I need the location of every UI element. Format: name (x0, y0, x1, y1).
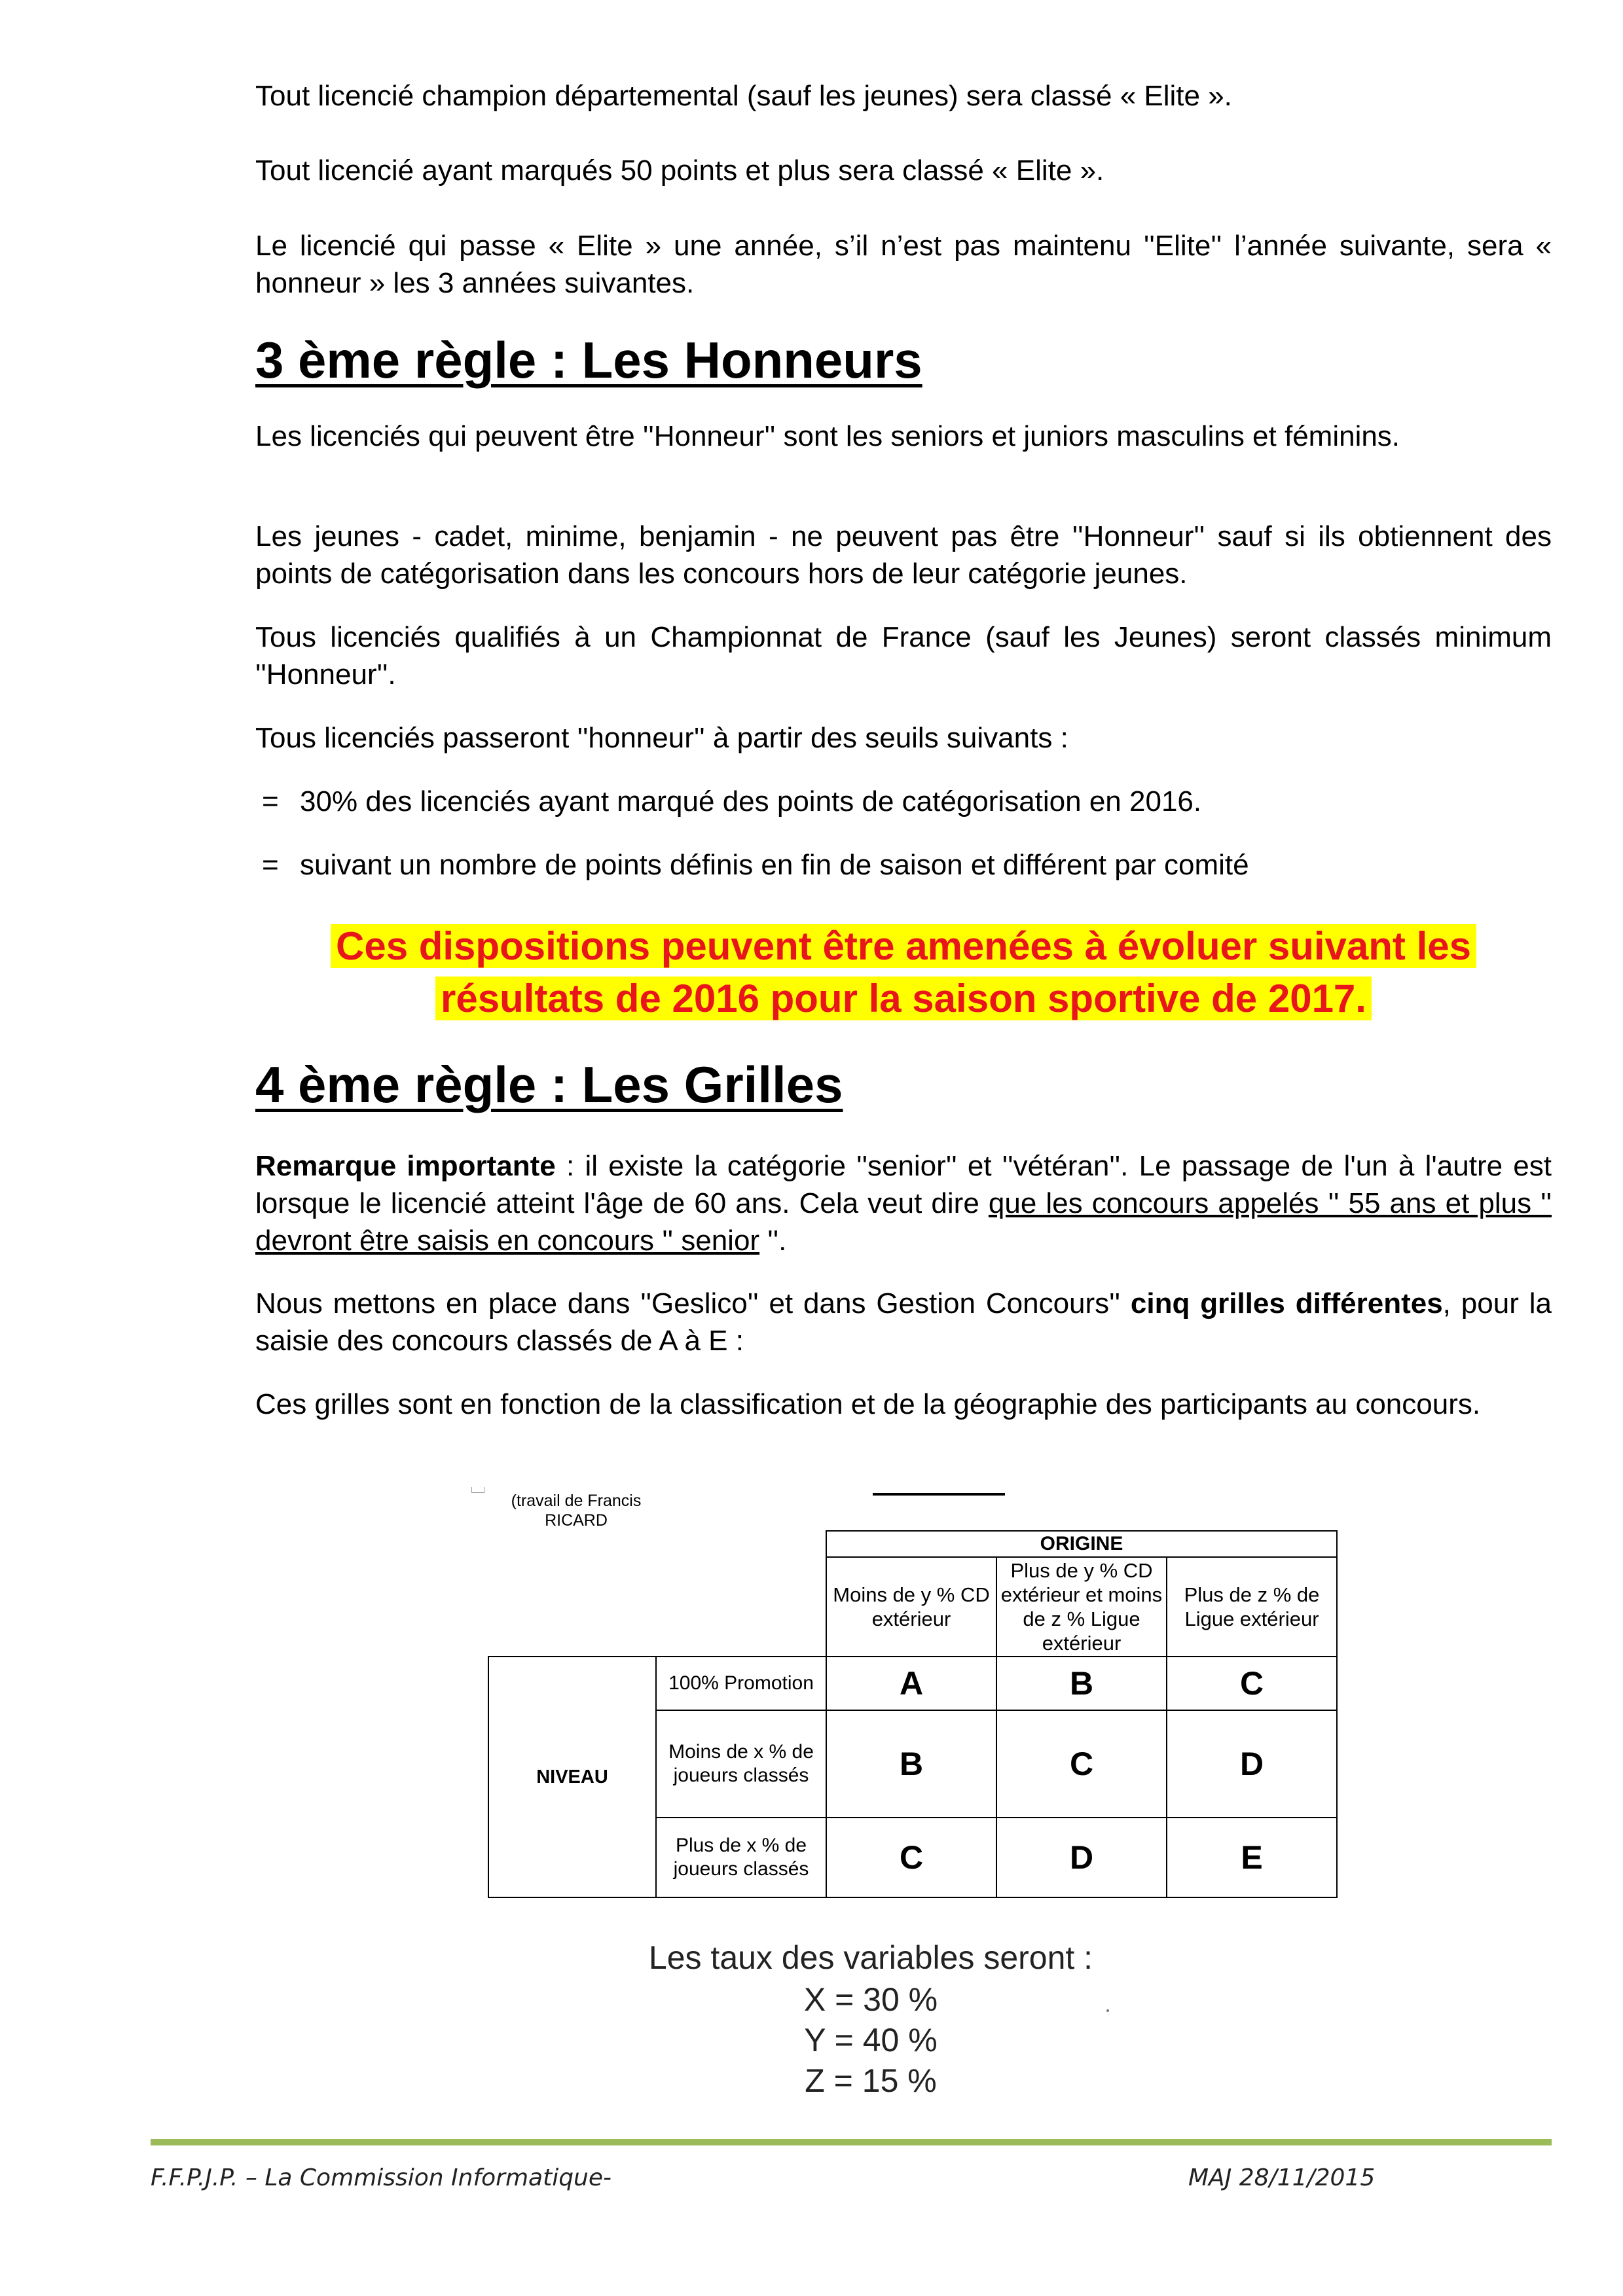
bullet-item (262, 783, 1201, 820)
bullet-mark: = (262, 849, 279, 881)
classification-grid (488, 1530, 1338, 1898)
origin-column-header: Plus de y % CD extérieur et moins de z % Ligue extérieur (996, 1557, 1167, 1657)
figure-separator-line (873, 1493, 1005, 1496)
remark-label: Remarque importante (255, 1150, 556, 1182)
footer-right: MAJ 28/11/2015 (1188, 2164, 1376, 2191)
grilles-text: Nous mettons en place dans ''Geslico'' et dans Gestion Concours'' (255, 1287, 1131, 1319)
section-3-paragraph-1: Les licenciés qui peuvent être ''Honneur'' sont les seniors et juniors masculins et féminins. (255, 420, 1400, 452)
grid-cell: A (826, 1657, 996, 1710)
grilles-description: Ces grilles sont en fonction de la classification et de la géographie des participants au concours. (255, 1388, 1481, 1420)
bullet-mark: = (262, 785, 279, 817)
remark-underlined: que les concours appelés '' 55 ans et plus '' devront être saisis en concours '' senior (255, 1187, 1552, 1257)
grid-cell: D (1167, 1710, 1337, 1818)
grilles-bold: cinq grilles différentes (1130, 1287, 1443, 1319)
grilles-paragraph (255, 1285, 1552, 1359)
origin-column-header: Moins de y % CD extérieur (826, 1557, 996, 1657)
figure-corner-mark (471, 1487, 484, 1493)
bullet-item (262, 846, 1249, 884)
alert-line-1 (255, 920, 1552, 973)
variable-value: Z = 15 % (805, 2062, 937, 2099)
grid-cell: B (826, 1710, 996, 1818)
figure-credit-line-2: RICARD (545, 1511, 608, 1530)
variable-value: X = 30 % (803, 1981, 938, 2018)
remark-text-end: ''. (759, 1225, 787, 1257)
alert-line-2 (255, 973, 1552, 1025)
footer-rule (151, 2139, 1552, 2145)
section-3-paragraph-4: Tous licenciés passeront ''honneur'' à partir des seuils suivants : (255, 722, 1068, 754)
alert-highlight: Ces dispositions peuvent être amenées à évoluer suivant les (331, 924, 1476, 968)
grid-cell: B (996, 1657, 1167, 1710)
bullet-text: suivant un nombre de points définis en fin de saison et différent par comité (300, 849, 1249, 881)
figure-credit (498, 1491, 655, 1530)
section-3-title: 3 ème règle : Les Honneurs (255, 331, 922, 389)
footer-left: F.F.P.J.P. – La Commission Informatique- (151, 2164, 612, 2191)
section-3-paragraph-2: Les jeunes - cadet, minime, benjamin - ne peuvent pas être ''Honneur'' sauf si ils obtiennent des points de catégorisation dans les concours hors de leur catégorie jeunes. (255, 520, 1552, 590)
paragraph-elite-champion: Tout licencié champion départemental (sauf les jeunes) sera classé « Elite ». (255, 80, 1232, 112)
remark-text: : il existe la catégorie ''senior'' et ''vétéran''. Le passage de l'un à l'autre est lorsque le licencié atteint l'âge de 60 ans. Cela veut dire (255, 1150, 1552, 1219)
origin-header: ORIGINE (826, 1531, 1337, 1557)
variable-value: Y = 40 % (804, 2022, 938, 2058)
grid-cell: D (996, 1818, 1167, 1897)
section-4-title: 4 ème règle : Les Grilles (255, 1056, 843, 1113)
paragraph-elite-points: Tout licencié ayant marqués 50 points et plus sera classé « Elite ». (255, 154, 1104, 187)
variables-title: Les taux des variables seront : (648, 1939, 1093, 1976)
origin-column-header: Plus de z % de Ligue extérieur (1167, 1557, 1337, 1657)
stray-dot (1106, 2009, 1109, 2012)
paragraph-elite-honneur: Le licencié qui passe « Elite » une année, s’il n’est pas maintenu ''Elite'' l’année suivante, sera « honneur » les 3 années suivantes. (255, 230, 1552, 299)
bullet-text: 30% des licenciés ayant marqué des points de catégorisation en 2016. (300, 785, 1202, 817)
grid-cell: C (1167, 1657, 1337, 1710)
niveau-header: NIVEAU (488, 1657, 656, 1897)
grid-cell: E (1167, 1818, 1337, 1897)
row-label: Moins de x % de joueurs classés (656, 1710, 826, 1818)
grilles-text-end: , pour la saisie des concours classés de A à E : (255, 1287, 1552, 1357)
row-label: 100% Promotion (656, 1657, 826, 1710)
grid-cell: C (826, 1818, 996, 1897)
variables-block (583, 1937, 1159, 2101)
grid-cell: C (996, 1710, 1167, 1818)
section-3-paragraph-3: Tous licenciés qualifiés à un Championnat de France (sauf les Jeunes) seront classés minimum ''Honneur''. (255, 621, 1552, 691)
remark-paragraph (255, 1147, 1552, 1259)
alert-highlight: résultats de 2016 pour la saison sportive de 2017. (435, 977, 1372, 1020)
figure-credit-line-1: (travail de Francis (511, 1492, 642, 1510)
row-label: Plus de x % de joueurs classés (656, 1818, 826, 1897)
